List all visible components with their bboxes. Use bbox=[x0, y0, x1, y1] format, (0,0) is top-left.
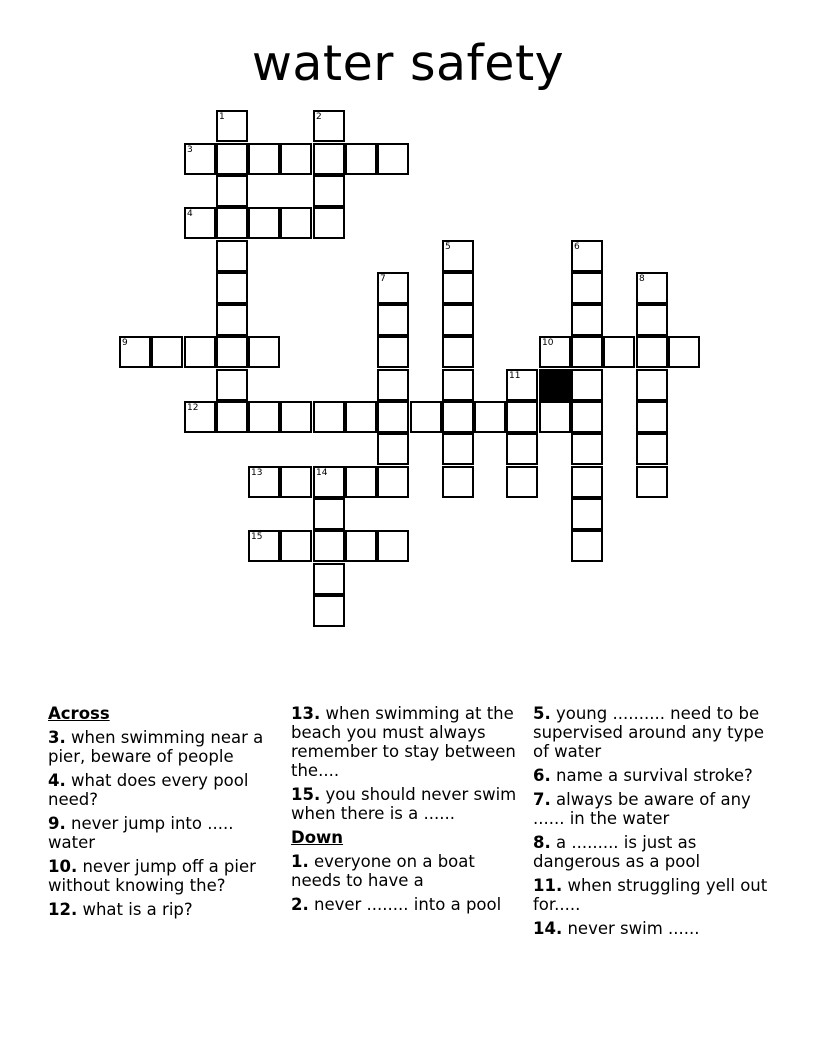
clue-number-label: 9 bbox=[122, 338, 128, 348]
grid-cell[interactable] bbox=[377, 336, 409, 368]
grid-cell[interactable] bbox=[636, 369, 668, 401]
clue-text: a ......... is just as dangerous as a pool bbox=[533, 833, 701, 871]
clue-text: you should never swim when there is a ...... bbox=[291, 785, 517, 823]
grid-cell[interactable] bbox=[313, 498, 345, 530]
black-grid-cell bbox=[539, 369, 571, 401]
puzzle-title: water safety bbox=[251, 35, 565, 92]
grid-cell[interactable] bbox=[313, 207, 345, 239]
grid-cell[interactable] bbox=[248, 336, 280, 368]
clue-number-label: 7 bbox=[380, 274, 386, 284]
grid-cell[interactable] bbox=[248, 401, 280, 433]
clue-number-label: 11 bbox=[509, 371, 521, 381]
grid-cell[interactable] bbox=[280, 466, 312, 498]
clue-number: 10. bbox=[48, 857, 78, 876]
clue-text: never jump into ..... water bbox=[48, 814, 234, 852]
grid-cell[interactable] bbox=[345, 466, 377, 498]
grid-cell[interactable] bbox=[636, 466, 668, 498]
clue-number-label: 14 bbox=[316, 468, 328, 478]
grid-cell[interactable] bbox=[571, 530, 603, 562]
grid-cell[interactable] bbox=[184, 401, 216, 433]
grid-cell[interactable] bbox=[248, 466, 280, 498]
clues-column-3 bbox=[533, 704, 768, 943]
clue-number: 13. bbox=[291, 704, 321, 723]
clue-section-heading: Across bbox=[48, 704, 110, 723]
clue-item bbox=[533, 704, 768, 761]
clue-number: 7. bbox=[533, 790, 551, 809]
clue-text: when swimming at the beach you must always remember to stay between the.... bbox=[291, 704, 516, 780]
grid-cell[interactable] bbox=[313, 530, 345, 562]
clue-item bbox=[533, 919, 768, 938]
grid-cell[interactable] bbox=[442, 240, 474, 272]
clue-section-heading: Down bbox=[291, 828, 344, 847]
clue-item bbox=[533, 876, 768, 914]
clue-item bbox=[291, 785, 526, 823]
clue-number: 5. bbox=[533, 704, 551, 723]
grid-cell[interactable] bbox=[377, 530, 409, 562]
clue-item bbox=[291, 704, 526, 780]
grid-cell[interactable] bbox=[216, 143, 248, 175]
clue-text: never ........ into a pool bbox=[308, 895, 502, 914]
clue-number-label: 4 bbox=[187, 209, 193, 219]
grid-cell[interactable] bbox=[377, 272, 409, 304]
grid-cell[interactable] bbox=[345, 530, 377, 562]
clue-item bbox=[48, 771, 283, 809]
clue-number-label: 15 bbox=[251, 532, 263, 542]
clue-number-label: 12 bbox=[187, 403, 199, 413]
grid-cell[interactable] bbox=[442, 433, 474, 465]
clue-item bbox=[291, 852, 526, 890]
grid-cell[interactable] bbox=[506, 466, 538, 498]
clue-number: 2. bbox=[291, 895, 309, 914]
clue-text: when swimming near a pier, beware of people bbox=[48, 728, 264, 766]
grid-cell[interactable] bbox=[248, 143, 280, 175]
grid-cell[interactable] bbox=[571, 336, 603, 368]
grid-cell[interactable] bbox=[442, 466, 474, 498]
grid-cell[interactable] bbox=[571, 304, 603, 336]
clue-number-label: 8 bbox=[639, 274, 645, 284]
grid-cell[interactable] bbox=[280, 143, 312, 175]
grid-cell[interactable] bbox=[539, 401, 571, 433]
grid-cell[interactable] bbox=[345, 143, 377, 175]
clue-text: name a survival stroke? bbox=[550, 766, 753, 785]
clue-item bbox=[48, 728, 283, 766]
clues-column-1 bbox=[48, 704, 283, 924]
grid-cell[interactable] bbox=[377, 369, 409, 401]
grid-cell[interactable] bbox=[313, 401, 345, 433]
grid-cell[interactable] bbox=[313, 466, 345, 498]
grid-cell[interactable] bbox=[539, 336, 571, 368]
grid-cell[interactable] bbox=[216, 207, 248, 239]
grid-cell[interactable] bbox=[442, 369, 474, 401]
grid-cell[interactable] bbox=[668, 336, 700, 368]
grid-cell[interactable] bbox=[571, 272, 603, 304]
grid-cell[interactable] bbox=[216, 369, 248, 401]
grid-cell[interactable] bbox=[410, 401, 442, 433]
clue-text: never jump off a pier without knowing the? bbox=[48, 857, 256, 895]
clue-number: 4. bbox=[48, 771, 66, 790]
grid-cell[interactable] bbox=[280, 401, 312, 433]
grid-cell[interactable] bbox=[377, 304, 409, 336]
clue-number: 9. bbox=[48, 814, 66, 833]
clue-number: 12. bbox=[48, 900, 78, 919]
grid-cell[interactable] bbox=[313, 110, 345, 142]
grid-cell[interactable] bbox=[151, 336, 183, 368]
grid-cell[interactable] bbox=[636, 401, 668, 433]
clue-number-label: 6 bbox=[574, 242, 580, 252]
grid-cell[interactable] bbox=[377, 433, 409, 465]
clue-text: never swim ...... bbox=[562, 919, 700, 938]
grid-cell[interactable] bbox=[345, 401, 377, 433]
clue-item bbox=[533, 833, 768, 871]
grid-cell[interactable] bbox=[377, 401, 409, 433]
grid-cell[interactable] bbox=[474, 401, 506, 433]
grid-cell[interactable] bbox=[636, 272, 668, 304]
grid-cell[interactable] bbox=[442, 401, 474, 433]
grid-cell[interactable] bbox=[280, 530, 312, 562]
clue-text: everyone on a boat needs to have a bbox=[291, 852, 475, 890]
clue-number-label: 13 bbox=[251, 468, 263, 478]
clue-item bbox=[291, 895, 526, 914]
grid-cell[interactable] bbox=[280, 207, 312, 239]
clue-number: 11. bbox=[533, 876, 563, 895]
clue-text: always be aware of any ...... in the water bbox=[533, 790, 751, 828]
grid-cell[interactable] bbox=[377, 466, 409, 498]
grid-cell[interactable] bbox=[442, 336, 474, 368]
clue-number-label: 1 bbox=[219, 112, 225, 122]
clue-number: 6. bbox=[533, 766, 551, 785]
grid-cell[interactable] bbox=[442, 304, 474, 336]
grid-cell[interactable] bbox=[506, 369, 538, 401]
grid-cell[interactable] bbox=[216, 304, 248, 336]
grid-cell[interactable] bbox=[636, 304, 668, 336]
grid-cell[interactable] bbox=[216, 401, 248, 433]
clue-item bbox=[48, 900, 283, 919]
clue-number-label: 2 bbox=[316, 112, 322, 122]
grid-cell[interactable] bbox=[184, 207, 216, 239]
grid-cell[interactable] bbox=[571, 369, 603, 401]
grid-cell[interactable] bbox=[216, 240, 248, 272]
grid-cell[interactable] bbox=[313, 563, 345, 595]
clue-item bbox=[48, 857, 283, 895]
clue-number: 8. bbox=[533, 833, 551, 852]
grid-cell[interactable] bbox=[216, 336, 248, 368]
clue-number-label: 10 bbox=[542, 338, 554, 348]
grid-cell[interactable] bbox=[636, 336, 668, 368]
grid-cell[interactable] bbox=[216, 272, 248, 304]
grid-cell[interactable] bbox=[571, 240, 603, 272]
clue-number: 1. bbox=[291, 852, 309, 871]
grid-cell[interactable] bbox=[636, 433, 668, 465]
clue-item bbox=[533, 790, 768, 828]
clue-text: when struggling yell out for..... bbox=[533, 876, 768, 914]
grid-cell[interactable] bbox=[442, 272, 474, 304]
clue-text: what is a rip? bbox=[77, 900, 193, 919]
grid-cell[interactable] bbox=[248, 530, 280, 562]
grid-cell[interactable] bbox=[313, 595, 345, 627]
clue-number-label: 5 bbox=[445, 242, 451, 252]
grid-cell[interactable] bbox=[571, 433, 603, 465]
grid-cell[interactable] bbox=[506, 401, 538, 433]
grid-cell[interactable] bbox=[119, 336, 151, 368]
grid-cell[interactable] bbox=[571, 466, 603, 498]
grid-cell[interactable] bbox=[216, 110, 248, 142]
clue-number: 3. bbox=[48, 728, 66, 747]
grid-cell[interactable] bbox=[248, 207, 280, 239]
grid-cell[interactable] bbox=[377, 143, 409, 175]
clue-text: what does every pool need? bbox=[48, 771, 249, 809]
grid-cell[interactable] bbox=[603, 336, 635, 368]
clue-number: 14. bbox=[533, 919, 563, 938]
grid-cell[interactable] bbox=[184, 143, 216, 175]
clue-number: 15. bbox=[291, 785, 321, 804]
grid-cell[interactable] bbox=[506, 433, 538, 465]
clue-text: young .......... need to be supervised around any type of water bbox=[533, 704, 764, 761]
clue-number-label: 3 bbox=[187, 145, 193, 155]
grid-cell[interactable] bbox=[216, 175, 248, 207]
grid-cell[interactable] bbox=[571, 498, 603, 530]
grid-cell[interactable] bbox=[313, 175, 345, 207]
grid-cell[interactable] bbox=[313, 143, 345, 175]
clue-item bbox=[48, 814, 283, 852]
grid-cell[interactable] bbox=[571, 401, 603, 433]
clue-item bbox=[533, 766, 768, 785]
grid-cell[interactable] bbox=[184, 336, 216, 368]
clues-column-2 bbox=[291, 704, 526, 919]
